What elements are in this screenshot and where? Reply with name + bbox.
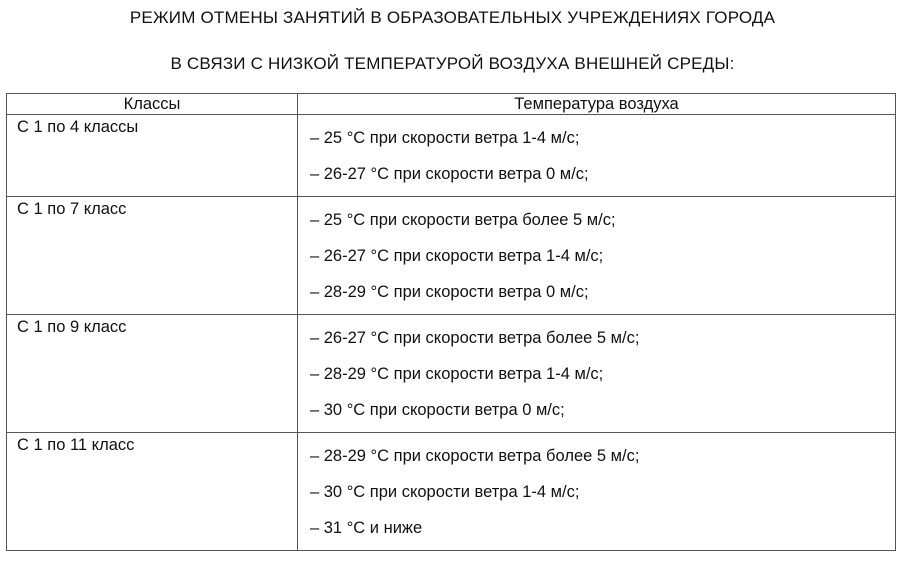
temperature-condition: – 26-27 °С при скорости ветра более 5 м/с;	[310, 329, 640, 347]
table-row	[7, 115, 896, 197]
classes-cell: С 1 по 4 классы	[7, 115, 298, 197]
temperature-cell	[298, 433, 896, 551]
temperature-cell	[298, 197, 896, 315]
temperature-condition: – 26-27 °С при скорости ветра 1-4 м/с;	[310, 247, 604, 265]
header-classes: Классы	[7, 94, 298, 115]
table-row	[7, 433, 896, 551]
temperature-condition: – 30 °С при скорости ветра 1-4 м/с;	[310, 483, 580, 501]
temperature-condition: – 25 °С при скорости ветра более 5 м/с;	[310, 211, 616, 229]
document-title-line-2: В СВЯЗИ С НИЗКОЙ ТЕМПЕРАТУРОЙ ВОЗДУХА ВНЕШНЕЙ СРЕДЫ:	[170, 54, 735, 73]
table-header-row	[7, 94, 896, 115]
temperature-condition: – 31 °С и ниже	[310, 519, 423, 537]
cancellation-table	[6, 93, 896, 551]
temperature-condition: – 28-29 °С при скорости ветра 0 м/с;	[310, 283, 589, 301]
temperature-condition: – 28-29 °С при скорости ветра более 5 м/с;	[310, 447, 640, 465]
classes-cell: С 1 по 11 класс	[7, 433, 298, 551]
table-row	[7, 315, 896, 433]
temperature-cell	[298, 315, 896, 433]
temperature-condition: – 26-27 °С при скорости ветра 0 м/с;	[310, 165, 589, 183]
temperature-condition: – 30 °С при скорости ветра 0 м/с;	[310, 401, 565, 419]
temperature-condition: – 25 °С при скорости ветра 1-4 м/с;	[310, 129, 580, 147]
temperature-condition: – 28-29 °С при скорости ветра 1-4 м/с;	[310, 365, 604, 383]
document-title-line-1: РЕЖИМ ОТМЕНЫ ЗАНЯТИЙ В ОБРАЗОВАТЕЛЬНЫХ УЧРЕЖДЕНИЯХ ГОРОДА	[129, 8, 776, 27]
header-temperature: Температура воздуха	[298, 94, 896, 115]
classes-cell: С 1 по 7 класс	[7, 197, 298, 315]
temperature-cell	[298, 115, 896, 197]
document-page	[0, 6, 905, 537]
classes-cell: С 1 по 9 класс	[7, 315, 298, 433]
table-row	[7, 197, 896, 315]
